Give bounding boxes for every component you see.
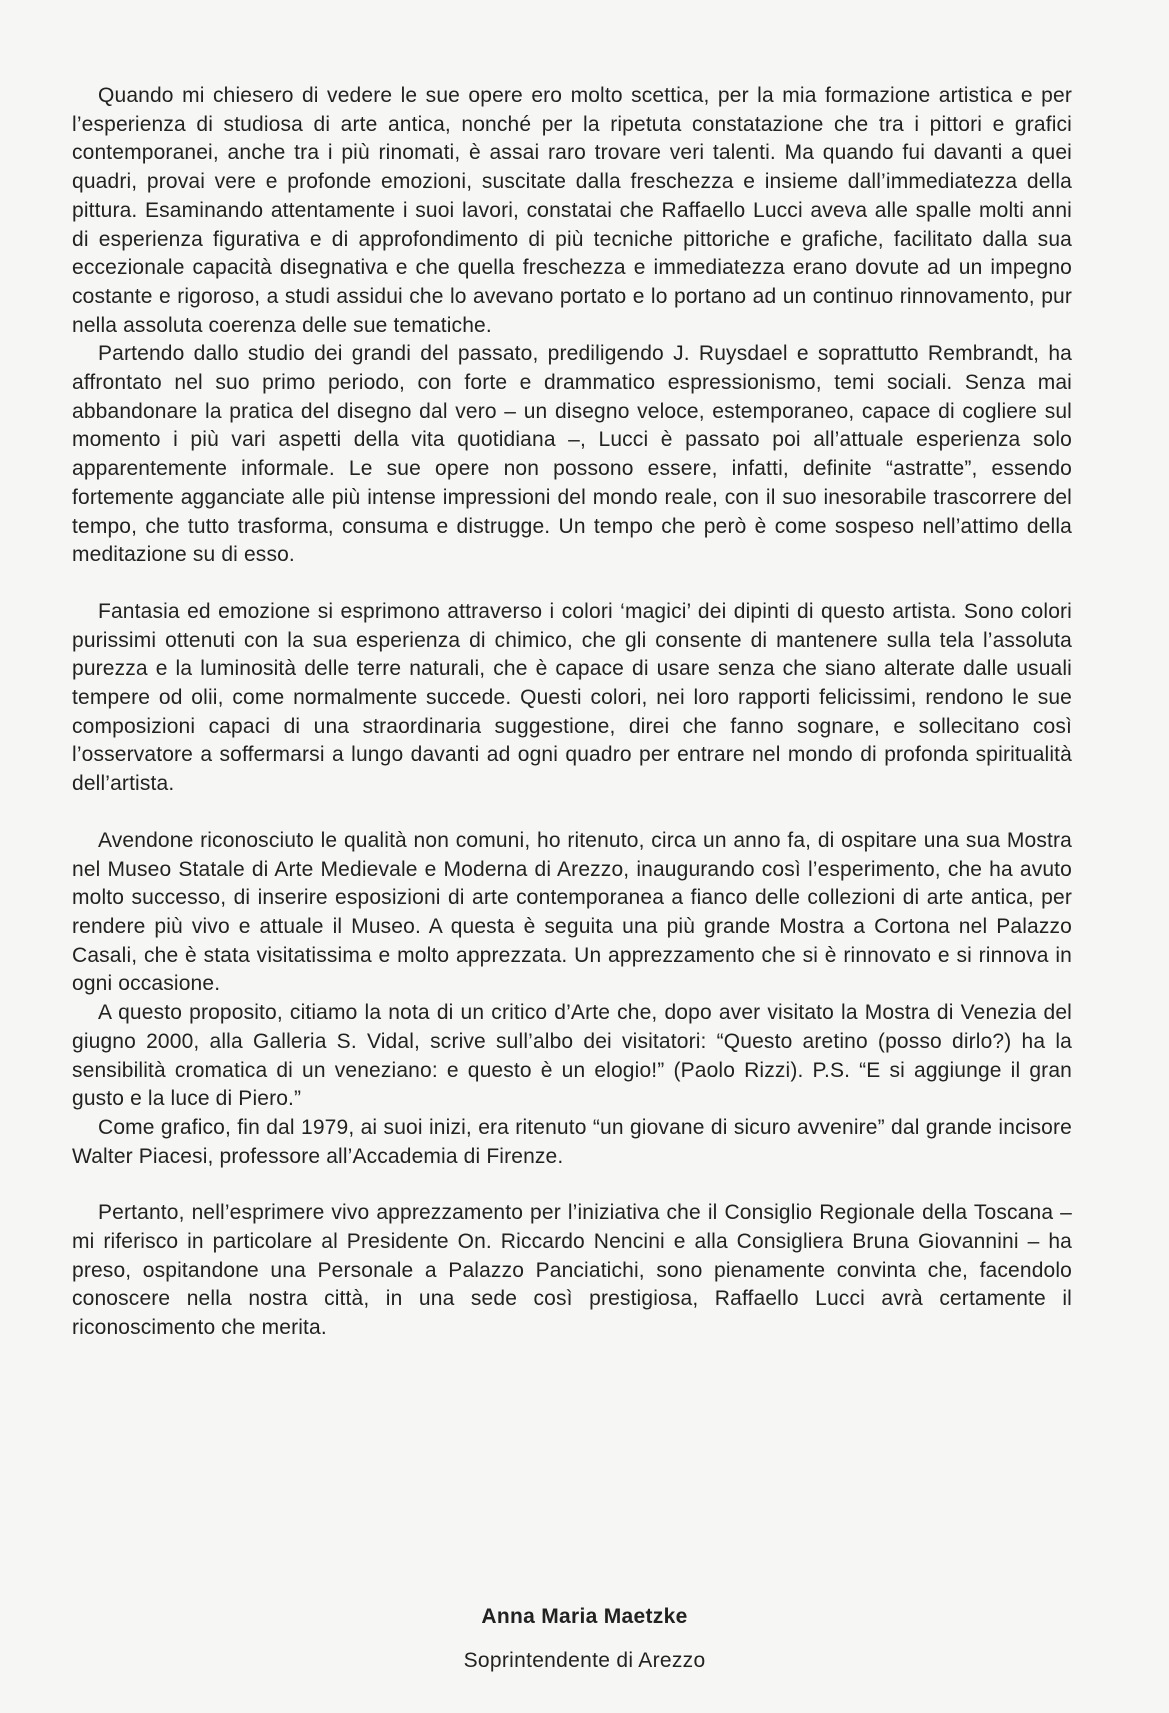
paragraph-4: Avendone riconosciuto le qualità non comuni, ho ritenuto, circa un anno fa, di ospitare una sua Mostra nel Museo Statale di Arte Medievale e Moderna di Arezzo, inaugurando così l’esperimento, che ha avuto molto successo, di inserire esposizioni di arte contemporanea a fianco delle collezioni di arte antica, per rendere più vivo e attuale il Museo. A questa è seguita una più grande Mostra a Cortona nel Palazzo Casali, che è stata visitatissima e molto apprezzata. Un apprezzamento che si è rinnovato e si rinnova in ogni occasione. — [72, 828, 1072, 996]
paragraph-1: Quando mi chiesero di vedere le sue opere ero molto scettica, per la mia formazione artistica e per l’esperienza di studiosa di arte antica, nonché per la ripetuta constatazione che tra i pittori e grafici contemporanei, anche tra i più rinomati, è assai raro trovare veri talenti. Ma quando fui davanti a quei quadri, provai vere e profonde emozioni, suscitate dalla freschezza e insieme dall’immediatezza della pittura. Esaminando attentamente i suoi lavori, constatai che Raffaello Lucci aveva alle spalle molti anni di esperienza figurativa e di approfondimento di più tecniche pittoriche e grafiche, facilitato dalla sua eccezionale capacità disegnativa e che quella freschezza e immediatezza erano dovute ad un impegno costante e rigoroso, a studi assidui che lo avevano portato e lo portano ad un continuo rinnovamento, pur nella assoluta coerenza delle sue tematiche. — [72, 84, 1072, 337]
paragraph-spacer — [72, 1171, 1072, 1199]
document-body — [72, 82, 1072, 1343]
paragraph-spacer — [72, 799, 1072, 827]
paragraph-7: Pertanto, nell’esprimere vivo apprezzamento per l’iniziativa che il Consiglio Regionale della Toscana – mi riferisco in particolare al Presidente On. Riccardo Nencini e alla Consigliera Bruna Giovannini – ha preso, ospitandone una Personale a Palazzo Panciatichi, sono pienamente convinta che, facendolo conoscere nella nostra città, in una sede così prestigiosa, Raffaello Lucci avrà certamente il riconoscimento che merita. — [72, 1201, 1072, 1340]
signature-name: Anna Maria Maetzke — [481, 1605, 688, 1628]
paragraph-2: Partendo dallo studio dei grandi del passato, prediligendo J. Ruysdael e soprattutto Rembrandt, ha affrontato nel suo primo periodo, con forte e drammatico espressionismo, temi sociali. Senza mai abbandonare la pratica del disegno dal vero – un disegno veloce, estemporaneo, capace di cogliere sul momento i più vari aspetti della vita quotidiana –, Lucci è passato poi all’attuale esperienza solo apparentemente informale. Le sue opere non possono essere, infatti, definite “astratte”, essendo fortemente agganciate alle più intense impressioni del mondo reale, con il suo inesorabile trascorrere del tempo, che tutto trasforma, consuma e distrugge. Un tempo che però è come sospeso nell’attimo della meditazione su di esso. — [72, 342, 1072, 567]
signature-title: Soprintendente di Arezzo — [463, 1649, 706, 1672]
paragraph-6: Come grafico, fin dal 1979, ai suoi inizi, era ritenuto “un giovane di sicuro avvenire” dal grande incisore Walter Piacesi, professore all’Accademia di Firenze. — [72, 1115, 1072, 1168]
paragraph-5: A questo proposito, citiamo la nota di un critico d’Arte che, dopo aver visitato la Mostra di Venezia del giugno 2000, alla Galleria S. Vidal, scrive sull’albo dei visitatori: “Questo aretino (posso dirlo?) ha la sensibilità cromatica di un veneziano: e questo è un elogio!” (Paolo Rizzi). P.S. “E si aggiunge il gran gusto e la luce di Piero.” — [72, 1001, 1072, 1111]
paragraph-3: Fantasia ed emozione si esprimono attraverso i colori ‘magici’ dei dipinti di questo artista. Sono colori purissimi ottenuti con la sua esperienza di chimico, che gli consente di mantenere sulla tela l’assoluta purezza e la luminosità delle terre naturali, che è capace di usare senza che siano alterate dalle usuali tempere od olii, come normalmente succede. Questi colori, nei loro rapporti felicissimi, rendono le sue composizioni capaci di una straordinaria suggestione, direi che fanno sognare, e sollecitano così l’osservatore a soffermarsi a lungo davanti ad ogni quadro per entrare nel mondo di profonda spiritualità dell’artista. — [72, 599, 1072, 796]
paragraph-spacer — [72, 570, 1072, 598]
